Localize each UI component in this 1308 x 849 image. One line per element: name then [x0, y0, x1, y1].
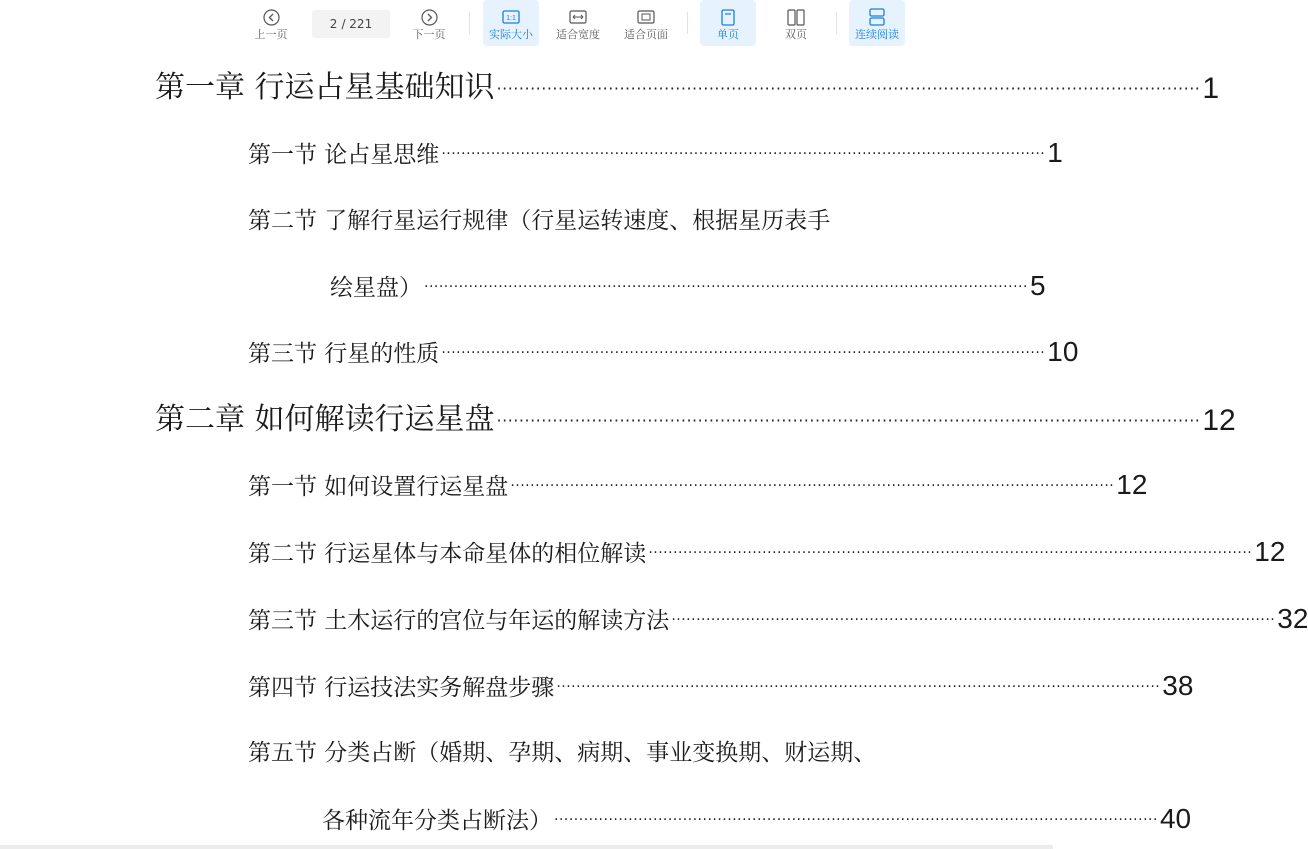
toc-leader-dots: ··························································································································: [556, 679, 1161, 695]
document-page: [0, 50, 1308, 845]
fit-width-button[interactable]: [550, 0, 606, 46]
page-bottom-border: [0, 845, 1053, 849]
toc-title: 第二节 行运星体与本命星体的相位解读: [248, 541, 647, 567]
toc-leader-dots: ··························································································································: [648, 545, 1253, 561]
toc-chapter-2[interactable]: [155, 398, 1236, 438]
svg-text:1:1: 1:1: [506, 15, 516, 22]
toc-title: 第一章 行运占星基础知识: [155, 70, 495, 105]
toc-page-number: 10: [1047, 336, 1079, 367]
current-page-input[interactable]: 2: [329, 17, 338, 31]
toc-leader-dots: ······························································································································: [496, 79, 1201, 98]
toc-chapter-1[interactable]: [155, 66, 1220, 106]
toc-leader-dots: ··························································································································: [671, 612, 1276, 628]
chevron-right-circle-icon: [420, 8, 438, 26]
next-page-label: 下一页: [412, 28, 446, 41]
toc-title: 绘星盘）: [330, 275, 422, 301]
toc-page-number: 32: [1277, 603, 1308, 634]
toc-leader-dots: ··························································································································: [441, 146, 1046, 162]
toc-page-number: 1: [1202, 72, 1220, 105]
toc-title: 第一节 如何设置行运星盘: [248, 474, 509, 500]
page-number-box[interactable]: [312, 10, 390, 38]
actual-size-icon: [502, 8, 520, 26]
toc-leader-dots: ··························································································································: [441, 345, 1046, 361]
toc-title: 第三节 土木运行的宫位与年运的解读方法: [248, 608, 670, 634]
toc-page-number: 12: [1116, 469, 1148, 500]
toc-page-number: 40: [1159, 803, 1192, 834]
toc-section-1-3[interactable]: [248, 334, 1079, 368]
prev-page-label: 上一页: [254, 28, 288, 41]
toc-title: 第二章 如何解读行运星盘: [155, 402, 495, 437]
toolbar-divider: [469, 12, 470, 34]
toolbar-divider: [687, 12, 688, 34]
toc-section-2-5-line1[interactable]: 第五节 分类占断（婚期、孕期、病期、事业变换期、财运期、: [248, 740, 877, 766]
single-page-icon: [719, 8, 737, 26]
actual-size-button[interactable]: [483, 0, 539, 46]
fit-width-icon: [569, 8, 587, 26]
toc-section-2-3[interactable]: [248, 601, 1308, 635]
chevron-left-circle-icon: [262, 8, 280, 26]
toc-title: 第一节 论占星思维: [248, 142, 440, 168]
toc-page-number: 1: [1047, 137, 1063, 168]
toc-section-1-2-line1[interactable]: 第二节 了解行星运行规律（行星运转速度、根据星历表手: [248, 208, 831, 234]
toc-leader-dots: ··························································································································: [510, 478, 1115, 494]
toc-section-1-1[interactable]: [248, 135, 1063, 169]
prev-page-button[interactable]: [248, 0, 294, 46]
toc-section-2-4[interactable]: [248, 668, 1194, 702]
double-page-button[interactable]: [768, 0, 824, 46]
continuous-reading-button[interactable]: [849, 0, 905, 46]
actual-size-label: 实际大小: [489, 28, 533, 41]
next-page-button[interactable]: [406, 0, 452, 46]
toc-title: 各种流年分类占断法）: [322, 808, 552, 834]
toc-section-1-2[interactable]: [330, 268, 1046, 302]
toolbar: [0, 0, 1053, 50]
fit-page-icon: [637, 8, 655, 26]
toc-page-number: 5: [1029, 270, 1046, 301]
toc-section-2-5[interactable]: [322, 801, 1192, 835]
toc-page-number: 38: [1162, 670, 1194, 701]
single-page-button[interactable]: [700, 0, 756, 46]
continuous-reading-label: 连续阅读: [855, 28, 899, 41]
continuous-scroll-icon: [868, 8, 886, 26]
fit-width-label: 适合宽度: [556, 28, 600, 41]
total-pages: / 221: [341, 17, 373, 31]
toc-page-number: 12: [1202, 404, 1236, 437]
toolbar-divider: [836, 12, 837, 34]
double-page-icon: [787, 8, 805, 26]
double-page-label: 双页: [785, 28, 807, 41]
toc-title: 第三节 行星的性质: [248, 341, 440, 367]
fit-page-label: 适合页面: [624, 28, 668, 41]
toc-section-2-2[interactable]: [248, 534, 1286, 568]
toc-page-number: 12: [1254, 536, 1286, 567]
fit-page-button[interactable]: [618, 0, 674, 46]
toc-leader-dots: ··························································································································: [424, 279, 1028, 295]
toc-title: 第四节 行运技法实务解盘步骤: [248, 675, 555, 701]
toc-section-2-1[interactable]: [248, 467, 1148, 501]
toc-leader-dots: ··························································································································: [554, 812, 1158, 828]
single-page-label: 单页: [717, 28, 739, 41]
toc-leader-dots: ······························································································································: [496, 411, 1201, 430]
